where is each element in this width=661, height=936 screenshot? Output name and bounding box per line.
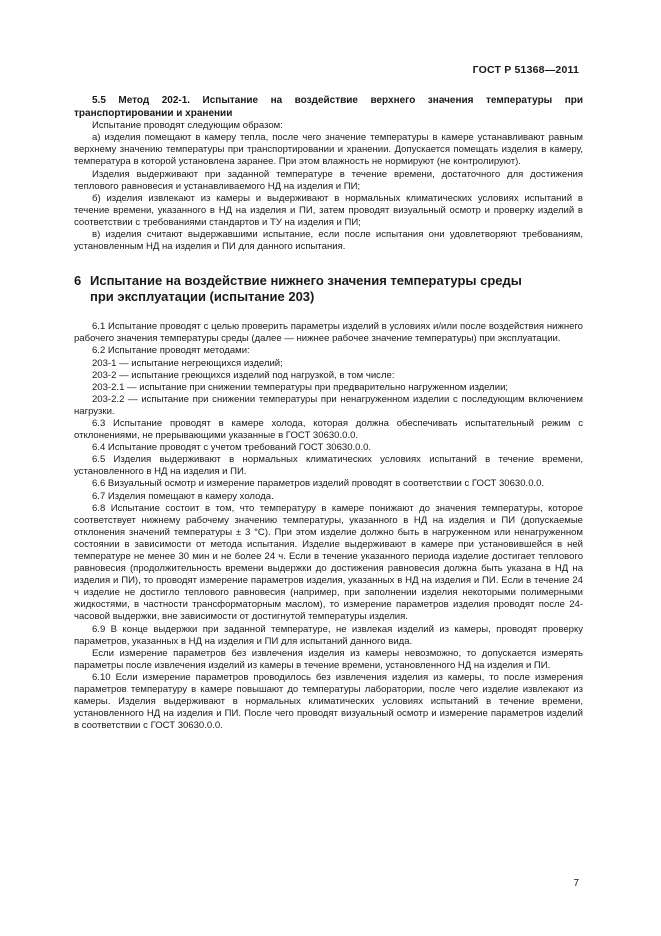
paragraph: 6.9 В конце выдержки при заданной температуре, не извлекая изделий из камеры, проводят проверку параметров, указанных в НД на изделия и ПИ для испытаний данного вида.: [74, 623, 583, 647]
subsection-heading-5-5: 5.5 Метод 202-1. Испытание на воздействие верхнего значения температуры при транспортировании и хранении: [74, 95, 583, 119]
paragraph: Изделия выдерживают при заданной температуре в течение времени, достаточного для достижения теплового равновесия и устанавливаемого НД на изделия и ПИ;: [74, 168, 583, 192]
section-title-line2: при эксплуатации (испытание 203): [90, 289, 315, 305]
paragraph: 6.10 Если измерение параметров проводилось без извлечения изделия из камеры, то после измерения параметров температуру в камере повышают до температуры лаборатории, после чего изделие извлекают из камеры. Изделия выдерживают в нормальных климатических условиях испытаний в течение времени, установленного НД на изделия и ПИ. После чего проводят визуальный осмотр и измерение параметров изделий в соответствии с ГОСТ 30630.0.0.: [74, 671, 583, 732]
paragraph: 203-1 — испытание негреющихся изделий;: [92, 357, 283, 369]
paragraph: а) изделия помещают в камеру тепла, после чего значение температуры в камере устанавливают равным верхнему значению температуры при транспортировании и хранении. Допускается помещать изделия в камеру, температура в которой установлена заранее. При этом влажность не нормируют (не контролируют).: [74, 132, 583, 168]
paragraph: 6.4 Испытание проводят с учетом требований ГОСТ 30630.0.0.: [92, 442, 372, 454]
paragraph: в) изделия считают выдержавшими испытание, если после испытания они удовлетворяют требованиям, установленным НД на изделия и ПИ для данного испытания.: [74, 229, 583, 253]
document-header: ГОСТ Р 51368—2011: [472, 64, 579, 76]
paragraph: 6.1 Испытание проводят с целью проверить параметры изделий в условиях и/или после воздействия нижнего рабочего значения температуры среды (далее — нижнее рабочее значение температуры) при эксплуатации.: [74, 321, 583, 345]
paragraph: 6.7 Изделия помещают в камеру холода.: [92, 490, 274, 502]
document-body: [74, 95, 583, 732]
paragraph: 6.3 Испытание проводят в камере холода, которая должна обеспечивать испытательный режим с отклонениями, не прерывающими указанные в ГОСТ 30630.0.0.: [74, 417, 583, 442]
paragraph: б) изделия извлекают из камеры и выдерживают в нормальных климатических условиях испытаний в течение времени, указанного в НД на изделия и ПИ, затем проводят визуальный осмотр и проверку изделий в соответствии с требованиями стандартов и ТУ на изделия и ПИ;: [74, 192, 583, 228]
section-number: 6: [74, 273, 82, 289]
paragraph: Если измерение параметров без извлечения изделия из камеры невозможно, то допускается измерять параметры после извлечения изделий из камеры в течение времени, установленного НД на изделия и ПИ.: [74, 647, 583, 671]
paragraph: 203-2 — испытание греющихся изделий под нагрузкой, в том числе:: [92, 369, 395, 381]
paragraph: Испытание проводят следующим образом:: [92, 120, 283, 132]
section-heading-6: [74, 273, 583, 305]
paragraph: 6.8 Испытание состоит в том, что температуру в камере понижают до значения температуры, которое соответствует нижнему рабочему значению температуры, указанного в НД на изделия и ПИ (допускаемые отклонения значений температуры ± 3 °С). При этом изделие должно быть в нагруженном или ненагруженном состоянии в зависимости от метода испытания. Изделие выдерживают в камере при установившейся в ней температуре не менее 30 мин и не более 24 ч. Если в течение указанного периода изделие достигает теплового равновесия (продолжительность времени выдержки до достижения равновесия должна быть указана в НД на изделия и ПИ), то проводят измерение параметров изделия, указанных в НД на изделия и ПИ. Если в течение 24 ч изделие не достигло теплового равновесия (например, при заполнении изделия некоторыми полимерными жидкостями, в частности трансформаторным маслом), то измерение параметров изделия проводят после 24-часовой выдержки, вне зависимости от достигнутой температуры изделия.: [74, 502, 583, 623]
section-title-line1: Испытание на воздействие нижнего значения температуры среды: [90, 273, 522, 289]
page-number: 7: [573, 878, 579, 889]
paragraph: 6.2 Испытание проводят методами:: [92, 345, 250, 357]
paragraph: 6.5 Изделия выдерживают в нормальных климатических условиях испытаний в течение времени, установленного в НД на изделия и ПИ.: [74, 454, 583, 478]
paragraph: 203-2.2 — испытание при снижении температуры при ненагруженном изделии с последующим включением нагрузки.: [74, 393, 583, 417]
paragraph: 203-2.1 — испытание при снижении температуры при предварительно нагруженном изделии;: [92, 381, 509, 393]
paragraph: 6.6 Визуальный осмотр и измерение параметров изделий проводят в соответствии с ГОСТ 30630.0.0.: [92, 478, 545, 490]
